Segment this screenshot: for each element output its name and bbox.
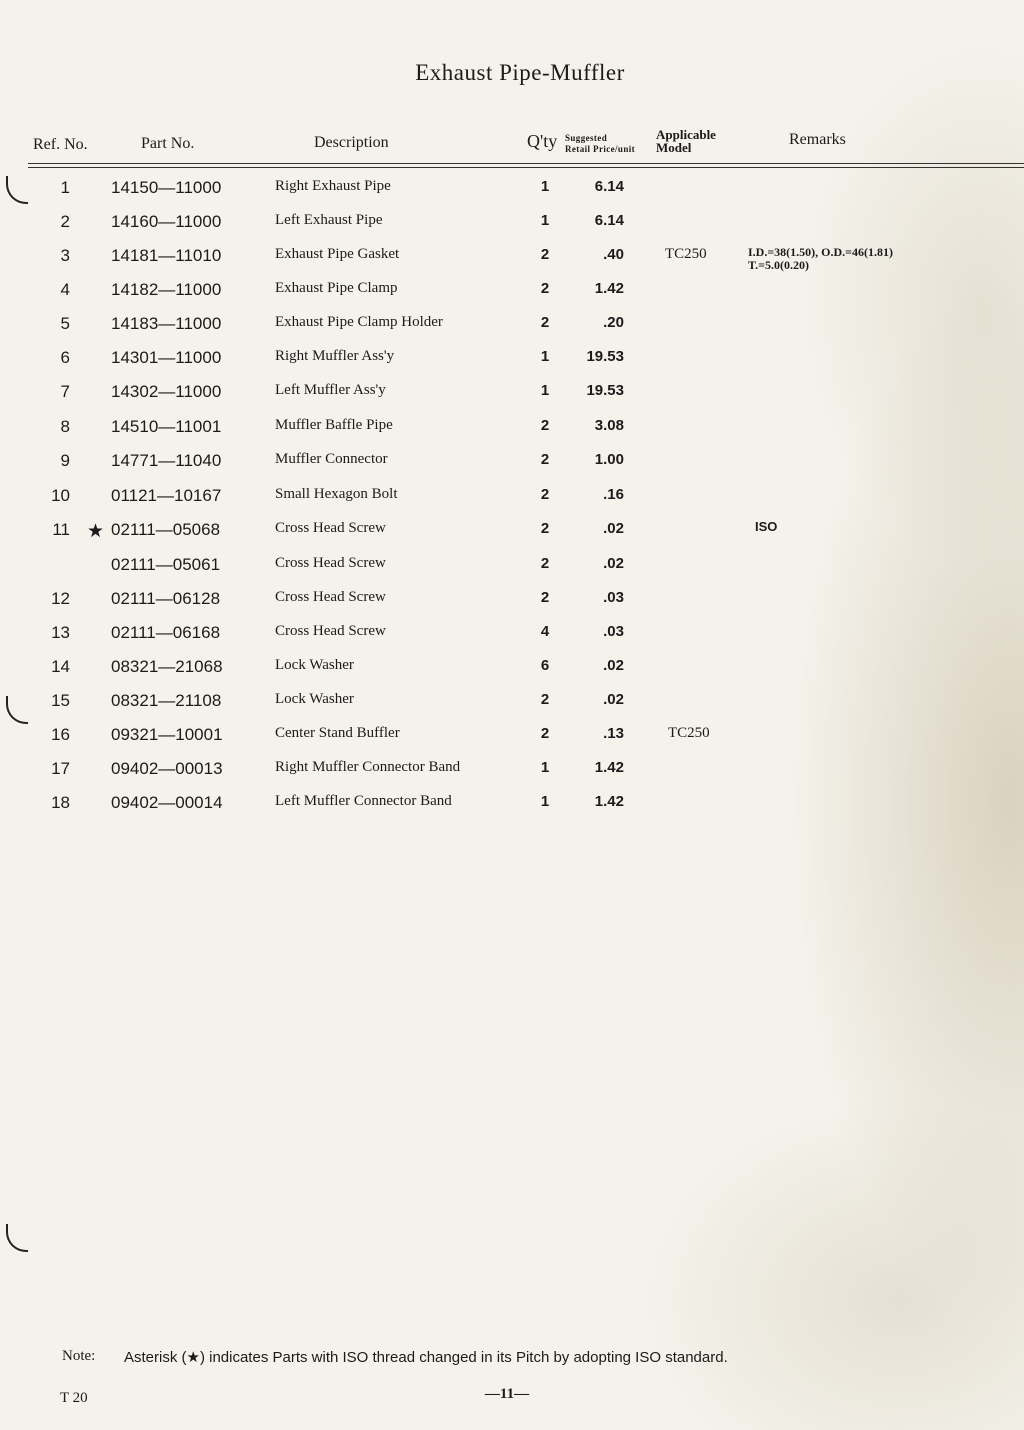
table-row xyxy=(0,725,1024,759)
header-rule-top xyxy=(28,163,1024,164)
price: .40 xyxy=(603,246,624,263)
description: Exhaust Pipe Gasket xyxy=(275,246,400,262)
quantity: 4 xyxy=(540,623,550,640)
table-row xyxy=(0,382,1024,416)
table-row xyxy=(0,417,1024,451)
ref-no: 12 xyxy=(51,589,70,608)
price: 1.42 xyxy=(594,280,624,297)
price: .02 xyxy=(603,520,624,537)
table-row xyxy=(0,793,1024,827)
price: .16 xyxy=(603,486,624,503)
part-no: 01121—10167 xyxy=(111,486,222,505)
description: Cross Head Screw xyxy=(275,589,386,605)
page-title: Exhaust Pipe-Muffler xyxy=(415,60,625,85)
part-no: 14302—11000 xyxy=(111,382,222,401)
description: Left Exhaust Pipe xyxy=(275,212,383,228)
remarks-line2: T.=5.0(0.20) xyxy=(748,258,809,272)
quantity: 2 xyxy=(540,417,550,434)
table-row xyxy=(0,623,1024,657)
price: .13 xyxy=(603,725,624,742)
header-qty: Q'ty xyxy=(527,131,558,151)
part-no: 09402—00013 xyxy=(111,759,223,778)
table-row xyxy=(0,314,1024,348)
description: Left Muffler Ass'y xyxy=(275,382,386,398)
table-row xyxy=(0,589,1024,623)
ref-no: 15 xyxy=(51,691,70,710)
quantity: 2 xyxy=(540,520,550,537)
description: Lock Washer xyxy=(275,691,354,707)
header-remarks: Remarks xyxy=(789,131,846,148)
price: 6.14 xyxy=(594,178,624,195)
ref-no: 13 xyxy=(51,623,70,642)
description: Cross Head Screw xyxy=(275,623,386,639)
quantity: 2 xyxy=(540,589,550,606)
ref-no: 14 xyxy=(51,657,70,676)
ref-no: 11 xyxy=(52,520,70,539)
part-no: 14301—11000 xyxy=(111,348,222,367)
header-price-line2: Retail Price/unit xyxy=(565,144,636,154)
description: Right Muffler Ass'y xyxy=(275,348,395,364)
description: Lock Washer xyxy=(275,657,354,673)
table-row xyxy=(0,451,1024,485)
price: .02 xyxy=(603,555,624,572)
description: Cross Head Screw xyxy=(275,520,386,536)
part-no: 14510—11001 xyxy=(111,417,222,436)
applicable-model: TC250 xyxy=(668,725,710,741)
price: .03 xyxy=(603,623,624,640)
part-no: 14182—11000 xyxy=(111,280,222,299)
part-no: 02111—06128 xyxy=(111,589,221,608)
price: .03 xyxy=(603,589,624,606)
part-no: 09321—10001 xyxy=(111,725,223,744)
table-row xyxy=(0,280,1024,314)
quantity: 6 xyxy=(540,657,550,674)
quantity: 2 xyxy=(540,725,550,742)
ref-no: 18 xyxy=(51,793,70,812)
quantity: 2 xyxy=(540,691,550,708)
part-no: 08321—21108 xyxy=(111,691,222,710)
table-row xyxy=(0,555,1024,589)
quantity: 2 xyxy=(540,451,550,468)
ref-no: 5 xyxy=(60,314,70,333)
ref-no: 6 xyxy=(60,348,70,367)
price: .02 xyxy=(603,691,624,708)
description: Exhaust Pipe Clamp xyxy=(275,280,398,296)
table-row xyxy=(0,246,1024,280)
description: Small Hexagon Bolt xyxy=(275,486,398,502)
ref-no: 16 xyxy=(51,725,70,744)
header-rule-bottom xyxy=(28,167,1024,168)
quantity: 2 xyxy=(540,486,550,503)
price: .20 xyxy=(603,314,624,331)
table-row xyxy=(0,178,1024,212)
part-no: 02111—06168 xyxy=(111,623,221,642)
quantity: 2 xyxy=(540,246,550,263)
price: 19.53 xyxy=(586,348,624,365)
page-number: —11— xyxy=(484,1386,530,1402)
part-no: 08321—21068 xyxy=(111,657,223,676)
table-row xyxy=(0,212,1024,246)
price: 6.14 xyxy=(594,212,624,229)
description: Right Muffler Connector Band xyxy=(275,759,461,775)
part-no: 02111—05061 xyxy=(111,555,221,574)
description: Muffler Connector xyxy=(275,451,388,467)
header-part-no: Part No. xyxy=(141,135,195,152)
part-no: 14181—11010 xyxy=(111,246,222,265)
part-no: 09402—00014 xyxy=(111,793,223,812)
ref-no: 10 xyxy=(51,486,70,505)
ref-no: 2 xyxy=(60,212,70,231)
price: 3.08 xyxy=(594,417,624,434)
table-row xyxy=(0,691,1024,725)
section-code: T 20 xyxy=(60,1390,88,1406)
remarks-line1: I.D.=38(1.50), O.D.=46(1.81) xyxy=(748,245,893,259)
quantity: 1 xyxy=(540,348,550,365)
table-row xyxy=(0,759,1024,793)
quantity: 2 xyxy=(540,314,550,331)
part-no: 14150—11000 xyxy=(111,178,222,197)
part-no: 02111—05068 xyxy=(111,520,221,539)
iso-star: ★ xyxy=(87,520,105,542)
price: .02 xyxy=(603,657,624,674)
part-no: 14160—11000 xyxy=(111,212,222,231)
table-row xyxy=(0,520,1024,554)
note-text: Asterisk (★) indicates Parts with ISO thread changed in its Pitch by adopting ISO standard. xyxy=(124,1349,728,1366)
applicable-model: TC250 xyxy=(665,246,707,262)
quantity: 1 xyxy=(540,793,550,810)
part-no: 14771—11040 xyxy=(111,451,222,470)
ref-no: 8 xyxy=(60,417,70,436)
price: 1.00 xyxy=(594,451,624,468)
quantity: 2 xyxy=(540,555,550,572)
description: Muffler Baffle Pipe xyxy=(275,417,393,433)
header-model-line1: Applicable xyxy=(656,127,716,142)
remarks-line1: ISO xyxy=(755,519,778,534)
ref-no: 9 xyxy=(60,451,70,470)
header-description: Description xyxy=(314,134,389,151)
header-model-line2: Model xyxy=(656,140,692,155)
price: 1.42 xyxy=(594,793,624,810)
description: Center Stand Buffler xyxy=(275,725,400,741)
ref-no: 3 xyxy=(60,246,70,265)
price: 1.42 xyxy=(594,759,624,776)
table-row xyxy=(0,348,1024,382)
ref-no: 7 xyxy=(60,382,70,401)
quantity: 1 xyxy=(540,212,550,229)
ref-no: 1 xyxy=(60,178,70,197)
description: Exhaust Pipe Clamp Holder xyxy=(275,314,443,330)
ref-no: 4 xyxy=(60,280,70,299)
part-no: 14183—11000 xyxy=(111,314,222,333)
table-row xyxy=(0,486,1024,520)
description: Right Exhaust Pipe xyxy=(275,178,391,194)
description: Cross Head Screw xyxy=(275,555,386,571)
ref-no: 17 xyxy=(51,759,70,778)
quantity: 1 xyxy=(540,759,550,776)
header-ref-no: Ref. No. xyxy=(33,136,88,153)
quantity: 2 xyxy=(540,280,550,297)
quantity: 1 xyxy=(540,178,550,195)
header-price-line1: Suggested xyxy=(565,133,608,143)
quantity: 1 xyxy=(540,382,550,399)
description: Left Muffler Connector Band xyxy=(275,793,452,809)
price: 19.53 xyxy=(586,382,624,399)
table-row xyxy=(0,657,1024,691)
note-label: Note: xyxy=(62,1348,96,1364)
